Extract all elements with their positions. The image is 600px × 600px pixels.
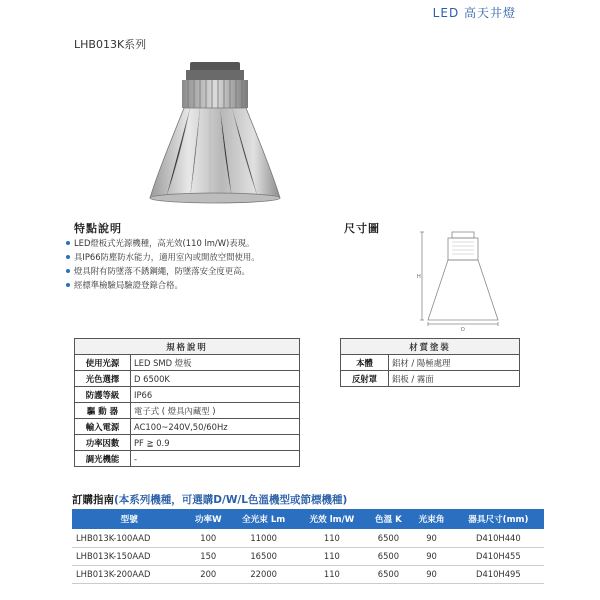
material-table: [340, 338, 520, 387]
table-cell: 6500: [367, 529, 411, 547]
material-label: 反射罩: [341, 371, 389, 387]
spec-table: [74, 338, 300, 467]
table-cell: 90: [410, 565, 452, 583]
features-title: 特點說明: [74, 222, 122, 235]
material-value: 鋁板 / 霧面: [389, 371, 520, 387]
spec-value: -: [131, 451, 300, 467]
model-cell: LHB013K-100AAD: [72, 529, 186, 547]
spec-value: 電子式 ( 燈具內藏型 ): [131, 403, 300, 419]
feature-item: 燈具附有防墜落不銹鋼繩，防墜落安全度更高。: [66, 264, 336, 278]
features-list: [66, 236, 336, 292]
material-label: 本體: [341, 355, 389, 371]
table-cell: D410H455: [453, 547, 544, 565]
table-cell: D410H440: [453, 529, 544, 547]
spec-value: D 6500K: [131, 371, 300, 387]
spec-value: PF ≧ 0.9: [131, 435, 300, 451]
table-cell: 200: [186, 565, 230, 583]
column-header: 色溫 K: [367, 509, 411, 529]
feature-item: 經標準檢驗局驗證登錄合格。: [66, 278, 336, 292]
spec-label: 功率因數: [75, 435, 131, 451]
material-value: 鋁材 / 陽極處理: [389, 355, 520, 371]
page-title: LED 高天井燈: [432, 6, 516, 20]
table-cell: 150: [186, 547, 230, 565]
table-cell: 90: [410, 547, 452, 565]
column-header: 光束角: [410, 509, 452, 529]
spec-value: AC100~240V,50/60Hz: [131, 419, 300, 435]
spec-label: 光色選擇: [75, 371, 131, 387]
table-cell: 6500: [367, 547, 411, 565]
spec-value: IP66: [131, 387, 300, 403]
table-row: [72, 529, 544, 547]
table-row: [75, 419, 300, 435]
order-table-header: [72, 509, 544, 529]
column-header: 光效 lm/W: [297, 509, 366, 529]
dimension-h-label: H: [417, 274, 421, 280]
dimension-d-label: D: [461, 327, 465, 333]
table-row: [75, 435, 300, 451]
dimension-drawing: [418, 228, 508, 332]
spec-label: 驅 動 器: [75, 403, 131, 419]
table-row: [341, 371, 520, 387]
high-bay-lamp-image: [140, 58, 290, 208]
table-cell: 90: [410, 529, 452, 547]
material-table-title: 材質塗裝: [341, 339, 520, 355]
order-table: [72, 509, 544, 584]
model-cell: LHB013K-150AAD: [72, 547, 186, 565]
column-header: 型號: [72, 509, 186, 529]
table-cell: 6500: [367, 565, 411, 583]
column-header: 功率W: [186, 509, 230, 529]
model-cell: LHB013K-200AAD: [72, 565, 186, 583]
table-cell: 22000: [230, 565, 297, 583]
table-cell: 110: [297, 565, 366, 583]
spec-table-title: 規格說明: [75, 339, 300, 355]
table-cell: 16500: [230, 547, 297, 565]
table-row: [75, 371, 300, 387]
spec-value: LED SMD 燈板: [131, 355, 300, 371]
spec-label: 調光機能: [75, 451, 131, 467]
table-cell: 11000: [230, 529, 297, 547]
table-cell: 110: [297, 547, 366, 565]
table-row: [72, 547, 544, 565]
table-row: [75, 355, 300, 371]
table-cell: 110: [297, 529, 366, 547]
table-row: [72, 565, 544, 583]
order-guide-title: [72, 492, 347, 507]
table-row: [75, 403, 300, 419]
order-guide-note: (本系列機種，可選購D/W/L色溫機型或節標機種): [114, 494, 348, 506]
table-cell: D410H495: [453, 565, 544, 583]
spec-label: 防護等級: [75, 387, 131, 403]
table-row: [341, 355, 520, 371]
spec-label: 輸入電源: [75, 419, 131, 435]
table-cell: 100: [186, 529, 230, 547]
table-row: [75, 387, 300, 403]
column-header: 器具尺寸(mm): [453, 509, 544, 529]
column-header: 全光束 Lm: [230, 509, 297, 529]
feature-item: 具IP66防塵防水能力，適用室內或開放空間使用。: [66, 250, 336, 264]
order-guide-main: 訂購指南: [72, 494, 114, 506]
table-row: [75, 451, 300, 467]
dimension-title: 尺寸圖: [344, 222, 380, 235]
spec-label: 使用光源: [75, 355, 131, 371]
series-name: LHB013K系列: [74, 38, 147, 51]
feature-item: LED燈板式光源機種，高光效(110 lm/W)表現。: [66, 236, 336, 250]
